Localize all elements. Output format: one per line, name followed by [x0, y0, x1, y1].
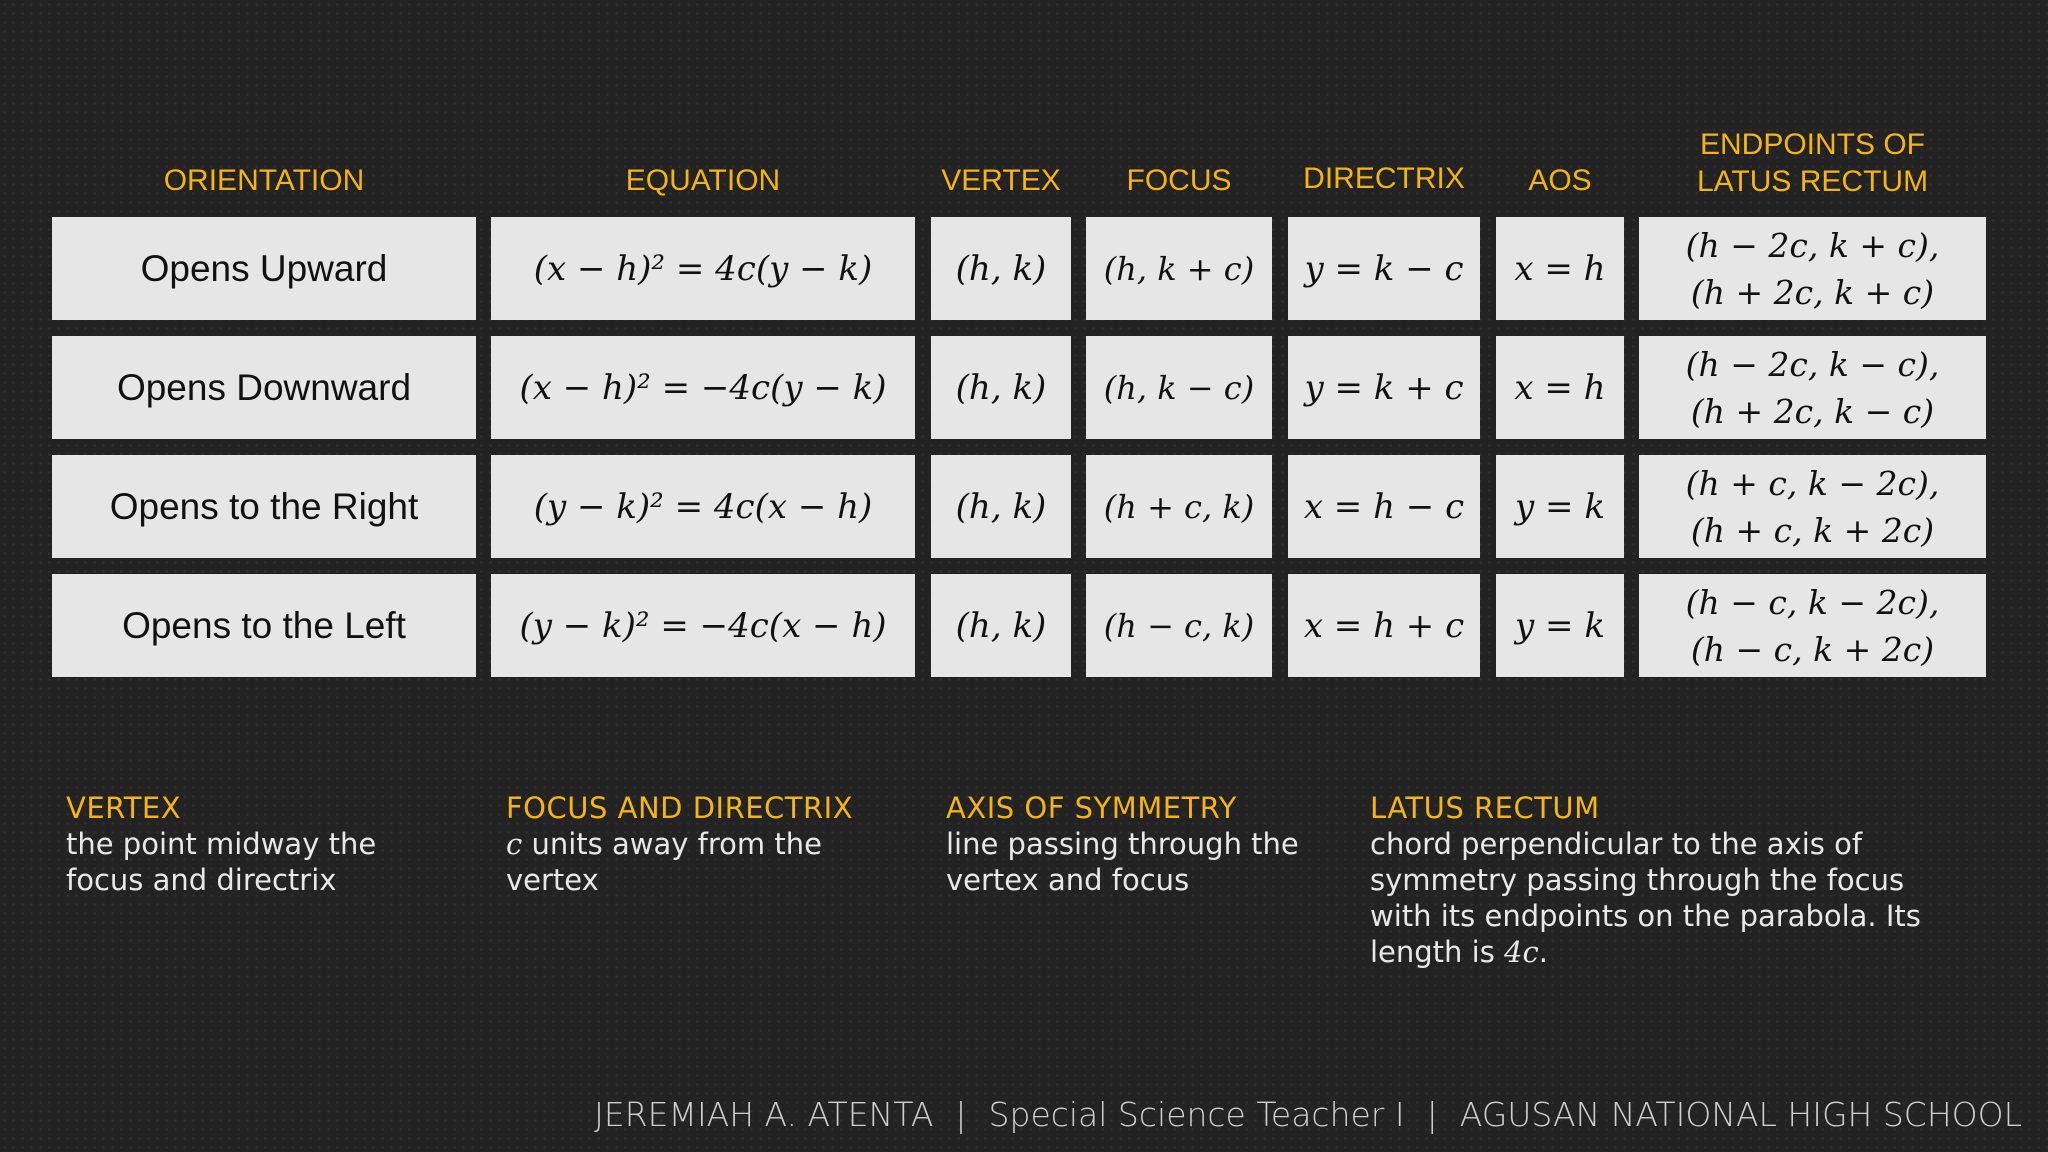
row3-equation: (y − k)² = 4c(x − h)	[491, 455, 915, 558]
row1-directrix: y = k − c	[1288, 217, 1480, 320]
header-directrix: DIRECTRIX	[1303, 162, 1465, 195]
note-latus-end: .	[1538, 935, 1548, 969]
row1-endpoint-1: (h − 2c, k + c),	[1685, 225, 1940, 265]
row2-endpoint-2: (h + 2c, k − c)	[1690, 391, 1935, 431]
note-latus-body: chord perpendicular to the axis of symmetry passing through the focus with its endpoints on the parabola. Its length is	[1370, 827, 1921, 969]
footer-school: AGUSAN NATIONAL HIGH SCHOOL	[1459, 1095, 2022, 1134]
header-orientation: ORIENTATION	[163, 164, 365, 197]
row1-aos: x = h	[1496, 217, 1624, 320]
row3-orientation: Opens to the Right	[52, 455, 476, 558]
footer-role: Special Science Teacher I	[988, 1095, 1405, 1134]
row2-orientation: Opens Downward	[52, 336, 476, 439]
row2-vertex: (h, k)	[931, 336, 1071, 439]
note-axis-of-symmetry	[946, 790, 1326, 898]
note-vertex-body: the point midway the focus and directrix	[66, 827, 377, 897]
header-endpoints	[1639, 126, 1986, 200]
row4-vertex: (h, k)	[931, 574, 1071, 677]
header-endpoints-line1: ENDPOINTS OF	[1699, 128, 1925, 161]
header-vertex: VERTEX	[941, 164, 1061, 197]
row3-endpoint-2: (h + c, k + 2c)	[1690, 510, 1935, 550]
row3-directrix: x = h − c	[1288, 455, 1480, 558]
note-axis-title: AXIS OF SYMMETRY	[946, 791, 1237, 825]
row4-aos: y = k	[1496, 574, 1624, 677]
row4-orientation: Opens to the Left	[52, 574, 476, 677]
row3-aos: y = k	[1496, 455, 1624, 558]
row4-focus: (h − c, k)	[1086, 574, 1272, 677]
row1-orientation: Opens Upward	[52, 217, 476, 320]
row4-endpoints	[1639, 574, 1986, 677]
note-latus-var: 4c	[1504, 935, 1539, 969]
row2-endpoint-1: (h − 2c, k − c),	[1685, 344, 1940, 384]
row4-endpoint-2: (h − c, k + 2c)	[1690, 629, 1935, 669]
row1-endpoint-2: (h + 2c, k + c)	[1690, 272, 1935, 312]
row3-endpoint-1: (h + c, k − 2c),	[1685, 463, 1940, 503]
row4-endpoint-1: (h − c, k − 2c),	[1685, 582, 1940, 622]
footer-separator-2: |	[1426, 1095, 1438, 1134]
row1-equation: (x − h)² = 4c(y − k)	[491, 217, 915, 320]
row3-focus: (h + c, k)	[1086, 455, 1272, 558]
footer-separator-1: |	[955, 1095, 967, 1134]
note-focus-directrix-var: c	[506, 827, 523, 861]
row2-aos: x = h	[1496, 336, 1624, 439]
row2-focus: (h, k − c)	[1086, 336, 1272, 439]
row2-directrix: y = k + c	[1288, 336, 1480, 439]
row1-focus: (h, k + c)	[1086, 217, 1272, 320]
footer-name: JEREMIAH A. ATENTA	[594, 1095, 934, 1134]
row3-endpoints	[1639, 455, 1986, 558]
header-equation: EQUATION	[625, 164, 781, 197]
note-latus-title: LATUS RECTUM	[1370, 791, 1600, 825]
footer-credits	[594, 1092, 2022, 1138]
note-focus-directrix	[506, 790, 886, 898]
header-aos: AOS	[1528, 164, 1592, 197]
note-vertex-title: VERTEX	[66, 791, 182, 825]
note-focus-directrix-title: FOCUS AND DIRECTRIX	[506, 791, 854, 825]
row3-vertex: (h, k)	[931, 455, 1071, 558]
header-focus: FOCUS	[1126, 164, 1232, 197]
note-latus-rectum	[1370, 790, 1960, 970]
row4-equation: (y − k)² = −4c(x − h)	[491, 574, 915, 677]
row2-endpoints	[1639, 336, 1986, 439]
row1-endpoints	[1639, 217, 1986, 320]
header-endpoints-line2: LATUS RECTUM	[1696, 165, 1929, 198]
note-vertex	[66, 790, 426, 898]
note-axis-body: line passing through the vertex and focus	[946, 827, 1299, 897]
row1-vertex: (h, k)	[931, 217, 1071, 320]
row4-directrix: x = h + c	[1288, 574, 1480, 677]
row2-equation: (x − h)² = −4c(y − k)	[491, 336, 915, 439]
note-focus-directrix-body: units away from the vertex	[506, 827, 822, 897]
